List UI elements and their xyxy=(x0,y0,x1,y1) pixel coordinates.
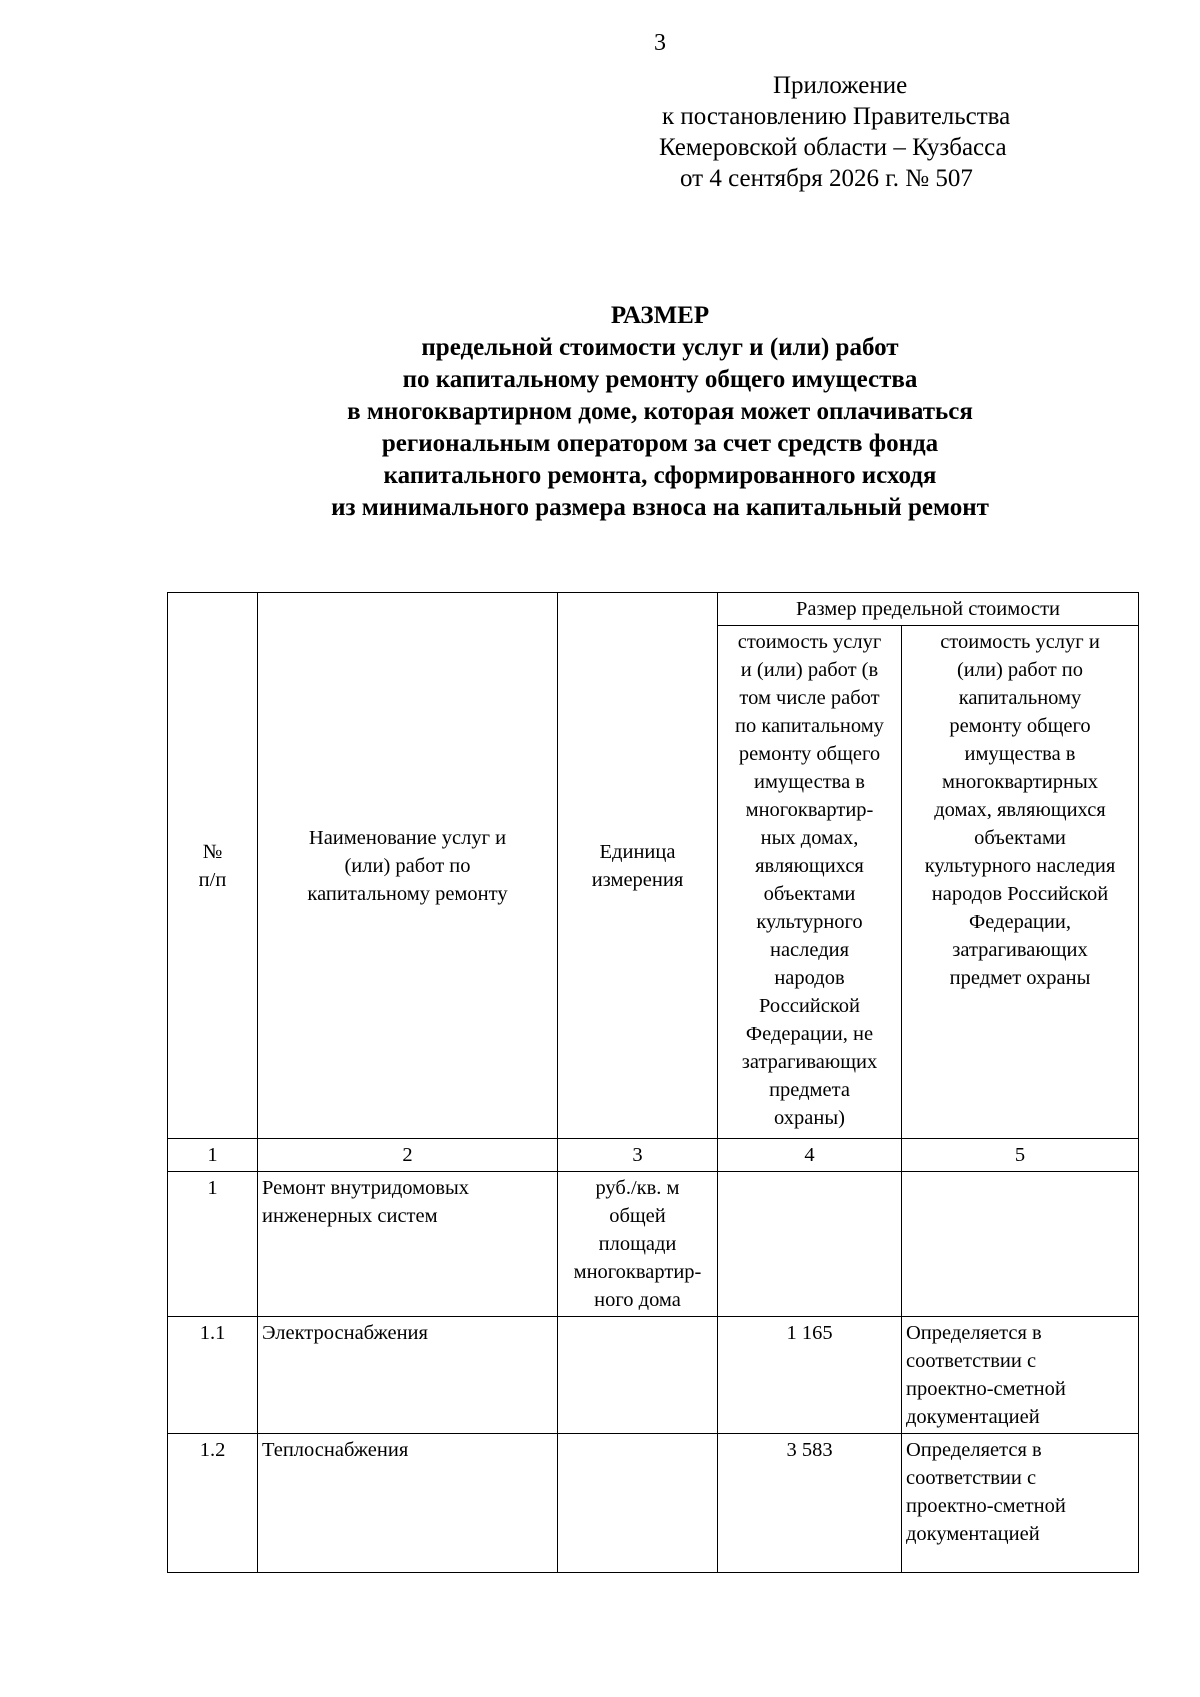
row-value-cell: 1 165 xyxy=(718,1317,902,1434)
row-name-cell: Теплоснабжения xyxy=(258,1434,558,1573)
table-row xyxy=(168,1172,1139,1317)
document-title xyxy=(0,300,1200,524)
title-line: по капитальному ремонту общего имущества xyxy=(402,366,918,393)
table-header-row xyxy=(168,593,1139,626)
row-unit-cell xyxy=(558,1434,718,1573)
title-heading: РАЗМЕР xyxy=(610,302,710,329)
column-number-cell: 2 xyxy=(258,1139,558,1172)
row-value-cell xyxy=(718,1172,902,1317)
appendix-line: Приложение xyxy=(773,72,908,99)
header-cell-col5: стоимость услуг и (или) работ по капитальному ремонту общего имущества в многоквартирных домах, являющихся объектами культурного наследия народов Российской Федерации, затрагивающих предмет охраны xyxy=(902,626,1139,1139)
title-line: из минимального размера взноса на капитальный ремонт xyxy=(331,494,989,521)
column-number-cell: 4 xyxy=(718,1139,902,1172)
row-value-cell: 3 583 xyxy=(718,1434,902,1573)
header-cell-group: Размер предельной стоимости xyxy=(718,593,1139,626)
header-cell-num: № п/п xyxy=(168,593,258,1139)
header-cell-unit: Единица измерения xyxy=(558,593,718,1139)
row-note-cell: Определяется в соответствии с проектно-сметной документацией xyxy=(902,1317,1139,1434)
column-number-cell: 3 xyxy=(558,1139,718,1172)
column-number-cell: 1 xyxy=(168,1139,258,1172)
table-row xyxy=(168,1434,1139,1573)
row-num-cell: 1 xyxy=(168,1172,258,1317)
row-unit-cell xyxy=(558,1317,718,1434)
appendix-line: от 4 сентября 2026 г. № 507 xyxy=(680,165,973,192)
cost-table xyxy=(167,592,1139,1573)
column-number-cell: 5 xyxy=(902,1139,1139,1172)
header-cell-name: Наименование услуг и (или) работ по капитальному ремонту xyxy=(258,593,558,1139)
row-name-cell: Электроснабжения xyxy=(258,1317,558,1434)
header-cell-col4: стоимость услуг и (или) работ (в том числе работ по капитальному ремонту общего имущества в многоквартир- ных домах, являющихся объектами культурного наследия народов Российской Федерации, не затрагивающих предмета охраны) xyxy=(718,626,902,1139)
page-number: 3 xyxy=(654,30,666,56)
appendix-line: к постановлению Правительства xyxy=(662,103,1011,130)
appendix-line: Кемеровской области – Кузбасса xyxy=(659,134,1007,161)
row-note-cell xyxy=(902,1172,1139,1317)
title-line: региональным оператором за счет средств фонда xyxy=(381,430,939,457)
row-note-cell: Определяется в соответствии с проектно-сметной документацией xyxy=(902,1434,1139,1573)
appendix-block xyxy=(650,70,1100,194)
row-num-cell: 1.2 xyxy=(168,1434,258,1573)
column-number-row xyxy=(168,1139,1139,1172)
row-name-cell: Ремонт внутридомовых инженерных систем xyxy=(258,1172,558,1317)
title-line: в многоквартирном доме, которая может оплачиваться xyxy=(347,398,973,425)
row-num-cell: 1.1 xyxy=(168,1317,258,1434)
row-unit-cell: руб./кв. м общей площади многоквартир- ного дома xyxy=(558,1172,718,1317)
table-row xyxy=(168,1317,1139,1434)
title-line: предельной стоимости услуг и (или) работ xyxy=(421,334,899,361)
title-line: капитального ремонта, сформированного исходя xyxy=(383,462,937,489)
